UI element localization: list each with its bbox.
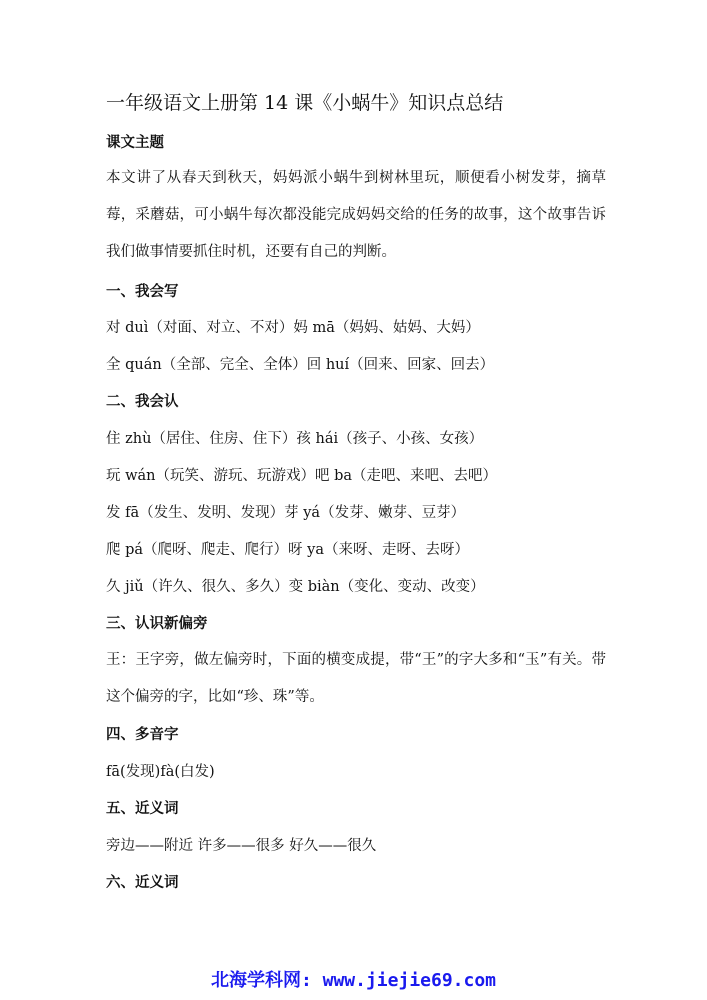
section-radical-heading: 三、认识新偏旁 xyxy=(106,616,208,632)
recognize-line-3: 发 fā（发生、发明、发现）芽 yá（发芽、嫩芽、豆芽） xyxy=(106,505,466,521)
section-polyphone-text: fā(发现)fà(白发) xyxy=(106,764,215,780)
section-recognize-heading: 二、我会认 xyxy=(106,394,179,410)
recognize-line-4: 爬 pá（爬呀、爬走、爬行）呀 ya（来呀、走呀、去呀） xyxy=(106,542,469,558)
write-line-2: 全 quán（全部、完全、全体）回 huí（回来、回家、回去） xyxy=(106,357,495,373)
section-synonym-text: 旁边——附近 许多——很多 好久——很久 xyxy=(106,838,377,854)
section-theme-text: 本文讲了从春天到秋天，妈妈派小蜗牛到树林里玩，顺便看小树发芽，摘草莓，采蘑菇，可小蜗牛每次都没能完成妈妈交给的任务的故事，这个故事告诉我们做事情要抓住时机，还要有自己的判断。 xyxy=(106,170,606,260)
section-theme-heading: 课文主题 xyxy=(106,135,164,151)
section-radical-text: 王：王字旁，做左偏旁时，下面的横变成提，带“王”的字大多和“玉”有关。带这个偏旁的字，比如“珍、珠”等。 xyxy=(106,652,606,705)
recognize-line-1: 住 zhù（居住、住房、住下）孩 hái（孩子、小孩、女孩） xyxy=(106,431,484,447)
write-line-1: 对 duì（对面、对立、不对）妈 mā（妈妈、姑妈、大妈） xyxy=(106,320,480,336)
section-polyphone-heading: 四、多音字 xyxy=(106,727,179,743)
recognize-line-2: 玩 wán（玩笑、游玩、玩游戏）吧 ba（走吧、来吧、去吧） xyxy=(106,468,498,484)
section-six-heading: 六、近义词 xyxy=(106,875,179,891)
section-synonym-heading: 五、近义词 xyxy=(106,801,179,817)
recognize-line-5: 久 jiǔ（许久、很久、多久）变 biàn（变化、变动、改变） xyxy=(106,579,485,595)
document-title: 一年级语文上册第 14 课《小蜗牛》知识点总结 xyxy=(106,92,504,114)
footer-link[interactable]: 北海学科网: www.jiejie69.com xyxy=(210,970,497,991)
section-write-heading: 一、我会写 xyxy=(106,284,179,300)
